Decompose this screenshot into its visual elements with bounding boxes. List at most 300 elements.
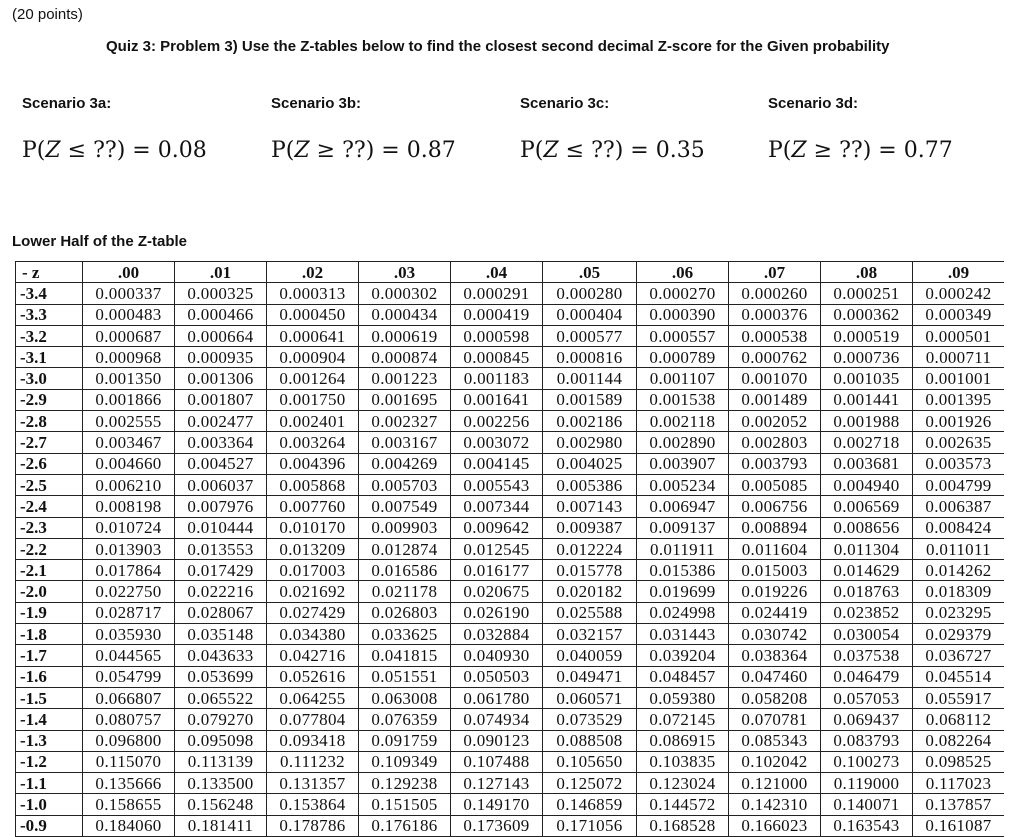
probability-cell: 0.007549 (359, 496, 451, 517)
probability-cell: 0.000968 (83, 347, 175, 368)
probability-cell: 0.074934 (451, 709, 543, 730)
probability-cell: 0.003573 (913, 453, 1005, 474)
points-label: (20 points) (12, 6, 83, 23)
probability-cell: 0.028067 (175, 602, 267, 623)
probability-cell: 0.002401 (267, 411, 359, 432)
probability-cell: 0.048457 (637, 666, 729, 687)
probability-cell: 0.015386 (637, 560, 729, 581)
probability-cell: 0.156248 (175, 794, 267, 815)
probability-cell: 0.000434 (359, 304, 451, 325)
probability-cell: 0.007344 (451, 496, 543, 517)
probability-cell: 0.017003 (267, 560, 359, 581)
z-value-cell: -1.3 (16, 730, 83, 751)
probability-cell: 0.015778 (543, 560, 637, 581)
probability-cell: 0.053699 (175, 666, 267, 687)
probability-cell: 0.173609 (451, 815, 543, 836)
probability-cell: 0.009903 (359, 517, 451, 538)
probability-cell: 0.119000 (821, 773, 913, 794)
probability-cell: 0.068112 (913, 709, 1005, 730)
probability-cell: 0.024998 (637, 602, 729, 623)
probability-cell: 0.076359 (359, 709, 451, 730)
probability-cell: 0.060571 (543, 687, 637, 708)
probability-cell: 0.035148 (175, 624, 267, 645)
probability-cell: 0.000641 (267, 325, 359, 346)
probability-cell: 0.027429 (267, 602, 359, 623)
probability-cell: 0.028717 (83, 602, 175, 623)
probability-cell: 0.020182 (543, 581, 637, 602)
probability-cell: 0.009387 (543, 517, 637, 538)
probability-cell: 0.184060 (83, 815, 175, 836)
probability-cell: 0.065522 (175, 687, 267, 708)
probability-cell: 0.026803 (359, 602, 451, 623)
probability-cell: 0.006569 (821, 496, 913, 517)
probability-cell: 0.181411 (175, 815, 267, 836)
probability-cell: 0.000404 (543, 304, 637, 325)
decimal-column-header: .08 (821, 262, 913, 283)
table-row (16, 304, 1005, 325)
probability-cell: 0.001144 (543, 368, 637, 389)
probability-cell: 0.121000 (729, 773, 821, 794)
probability-cell: 0.000619 (359, 325, 451, 346)
table-row (16, 730, 1005, 751)
probability-cell: 0.008198 (83, 496, 175, 517)
probability-cell: 0.026190 (451, 602, 543, 623)
decimal-column-header: .07 (729, 262, 821, 283)
probability-cell: 0.007760 (267, 496, 359, 517)
probability-cell: 0.000687 (83, 325, 175, 346)
probability-cell: 0.001264 (267, 368, 359, 389)
probability-cell: 0.149170 (451, 794, 543, 815)
probability-cell: 0.109349 (359, 751, 451, 772)
probability-cell: 0.021178 (359, 581, 451, 602)
probability-cell: 0.002186 (543, 411, 637, 432)
probability-cell: 0.003264 (267, 432, 359, 453)
probability-cell: 0.012224 (543, 538, 637, 559)
table-row (16, 538, 1005, 559)
probability-cell: 0.002555 (83, 411, 175, 432)
z-value-cell: -1.1 (16, 773, 83, 794)
probability-cell: 0.000280 (543, 283, 637, 304)
probability-cell: 0.000501 (913, 325, 1005, 346)
probability-cell: 0.011911 (637, 538, 729, 559)
probability-cell: 0.107488 (451, 751, 543, 772)
probability-cell: 0.151505 (359, 794, 451, 815)
probability-cell: 0.000736 (821, 347, 913, 368)
probability-cell: 0.073529 (543, 709, 637, 730)
z-value-cell: -1.4 (16, 709, 83, 730)
probability-cell: 0.002718 (821, 432, 913, 453)
probability-cell: 0.023852 (821, 602, 913, 623)
probability-cell: 0.036727 (913, 645, 1005, 666)
probability-cell: 0.031443 (637, 624, 729, 645)
probability-cell: 0.000313 (267, 283, 359, 304)
probability-cell: 0.000302 (359, 283, 451, 304)
probability-cell: 0.064255 (267, 687, 359, 708)
probability-cell: 0.011011 (913, 538, 1005, 559)
z-value-cell: -2.0 (16, 581, 83, 602)
probability-cell: 0.002327 (359, 411, 451, 432)
scenario-3d-label: Scenario 3d: (768, 95, 859, 112)
probability-cell: 0.000789 (637, 347, 729, 368)
probability-cell: 0.000390 (637, 304, 729, 325)
table-row (16, 687, 1005, 708)
probability-cell: 0.004660 (83, 453, 175, 474)
probability-cell: 0.090123 (451, 730, 543, 751)
probability-cell: 0.005085 (729, 474, 821, 495)
probability-cell: 0.035930 (83, 624, 175, 645)
probability-cell: 0.002980 (543, 432, 637, 453)
probability-cell: 0.010170 (267, 517, 359, 538)
decimal-column-header: .02 (267, 262, 359, 283)
decimal-column-header: .09 (913, 262, 1005, 283)
probability-cell: 0.115070 (83, 751, 175, 772)
probability-cell: 0.022750 (83, 581, 175, 602)
z-value-cell: -1.0 (16, 794, 83, 815)
probability-cell: 0.091759 (359, 730, 451, 751)
table-row (16, 666, 1005, 687)
probability-cell: 0.006037 (175, 474, 267, 495)
probability-cell: 0.000557 (637, 325, 729, 346)
table-row (16, 773, 1005, 794)
probability-cell: 0.040059 (543, 645, 637, 666)
probability-cell: 0.008656 (821, 517, 913, 538)
z-value-cell: -2.5 (16, 474, 83, 495)
probability-cell: 0.004145 (451, 453, 543, 474)
scenario-3a-label: Scenario 3a: (22, 95, 112, 112)
probability-cell: 0.037538 (821, 645, 913, 666)
probability-cell: 0.161087 (913, 815, 1005, 836)
probability-cell: 0.000419 (451, 304, 543, 325)
probability-cell: 0.000251 (821, 283, 913, 304)
z-value-cell: -0.9 (16, 815, 83, 836)
table-row (16, 815, 1005, 836)
probability-cell: 0.007143 (543, 496, 637, 517)
probability-cell: 0.001223 (359, 368, 451, 389)
probability-cell: 0.000466 (175, 304, 267, 325)
probability-cell: 0.006387 (913, 496, 1005, 517)
z-value-cell: -1.9 (16, 602, 83, 623)
probability-cell: 0.000337 (83, 283, 175, 304)
probability-cell: 0.034380 (267, 624, 359, 645)
probability-cell: 0.006947 (637, 496, 729, 517)
probability-cell: 0.000291 (451, 283, 543, 304)
probability-cell: 0.000242 (913, 283, 1005, 304)
probability-cell: 0.153864 (267, 794, 359, 815)
probability-cell: 0.019699 (637, 581, 729, 602)
table-row (16, 751, 1005, 772)
table-row (16, 453, 1005, 474)
scenario-3c-expression: P(Z ≤ ??) = 0.35 (520, 138, 705, 163)
probability-cell: 0.011604 (729, 538, 821, 559)
probability-cell: 0.006210 (83, 474, 175, 495)
probability-cell: 0.030742 (729, 624, 821, 645)
problem-title: Quiz 3: Problem 3) Use the Z-tables below to find the closest second decimal Z-score for the Given probability (106, 38, 890, 55)
probability-cell: 0.043633 (175, 645, 267, 666)
decimal-column-header: .06 (637, 262, 729, 283)
z-value-cell: -1.6 (16, 666, 83, 687)
probability-cell: 0.046479 (821, 666, 913, 687)
z-value-cell: -2.2 (16, 538, 83, 559)
probability-cell: 0.003167 (359, 432, 451, 453)
probability-cell: 0.000935 (175, 347, 267, 368)
probability-cell: 0.055917 (913, 687, 1005, 708)
z-value-cell: -2.1 (16, 560, 83, 581)
probability-cell: 0.002803 (729, 432, 821, 453)
probability-cell: 0.001641 (451, 389, 543, 410)
probability-cell: 0.063008 (359, 687, 451, 708)
probability-cell: 0.085343 (729, 730, 821, 751)
probability-cell: 0.045514 (913, 666, 1005, 687)
table-row (16, 602, 1005, 623)
probability-cell: 0.093418 (267, 730, 359, 751)
probability-cell: 0.178786 (267, 815, 359, 836)
probability-cell: 0.000325 (175, 283, 267, 304)
probability-cell: 0.004269 (359, 453, 451, 474)
probability-cell: 0.083793 (821, 730, 913, 751)
table-row (16, 347, 1005, 368)
probability-cell: 0.000874 (359, 347, 451, 368)
probability-cell: 0.009642 (451, 517, 543, 538)
z-value-cell: -2.7 (16, 432, 83, 453)
decimal-column-header: .00 (83, 262, 175, 283)
probability-cell: 0.019226 (729, 581, 821, 602)
probability-cell: 0.103835 (637, 751, 729, 772)
probability-cell: 0.033625 (359, 624, 451, 645)
probability-cell: 0.125072 (543, 773, 637, 794)
probability-cell: 0.117023 (913, 773, 1005, 794)
probability-cell: 0.004799 (913, 474, 1005, 495)
probability-cell: 0.133500 (175, 773, 267, 794)
probability-cell: 0.080757 (83, 709, 175, 730)
probability-cell: 0.001489 (729, 389, 821, 410)
probability-cell: 0.000376 (729, 304, 821, 325)
probability-cell: 0.030054 (821, 624, 913, 645)
probability-cell: 0.052616 (267, 666, 359, 687)
decimal-column-header: .03 (359, 262, 451, 283)
probability-cell: 0.004396 (267, 453, 359, 474)
probability-cell: 0.000538 (729, 325, 821, 346)
ztable-header-row (16, 262, 1005, 283)
probability-cell: 0.082264 (913, 730, 1005, 751)
probability-cell: 0.004940 (821, 474, 913, 495)
probability-cell: 0.001441 (821, 389, 913, 410)
probability-cell: 0.059380 (637, 687, 729, 708)
probability-cell: 0.066807 (83, 687, 175, 708)
probability-cell: 0.000711 (913, 347, 1005, 368)
probability-cell: 0.003364 (175, 432, 267, 453)
ztable-title: Lower Half of the Z-table (12, 233, 188, 250)
probability-cell: 0.003681 (821, 453, 913, 474)
probability-cell: 0.001070 (729, 368, 821, 389)
probability-cell: 0.000762 (729, 347, 821, 368)
probability-cell: 0.002477 (175, 411, 267, 432)
probability-cell: 0.004025 (543, 453, 637, 474)
z-value-cell: -3.1 (16, 347, 83, 368)
probability-cell: 0.001926 (913, 411, 1005, 432)
probability-cell: 0.000483 (83, 304, 175, 325)
probability-cell: 0.140071 (821, 794, 913, 815)
probability-cell: 0.069437 (821, 709, 913, 730)
probability-cell: 0.102042 (729, 751, 821, 772)
decimal-column-header: .05 (543, 262, 637, 283)
table-row (16, 411, 1005, 432)
probability-cell: 0.012874 (359, 538, 451, 559)
probability-cell: 0.000260 (729, 283, 821, 304)
probability-cell: 0.168528 (637, 815, 729, 836)
probability-cell: 0.016177 (451, 560, 543, 581)
probability-cell: 0.010724 (83, 517, 175, 538)
probability-cell: 0.163543 (821, 815, 913, 836)
probability-cell: 0.095098 (175, 730, 267, 751)
probability-cell: 0.003793 (729, 453, 821, 474)
probability-cell: 0.014629 (821, 560, 913, 581)
probability-cell: 0.003072 (451, 432, 543, 453)
table-row (16, 794, 1005, 815)
probability-cell: 0.105650 (543, 751, 637, 772)
probability-cell: 0.088508 (543, 730, 637, 751)
probability-cell: 0.013553 (175, 538, 267, 559)
probability-cell: 0.014262 (913, 560, 1005, 581)
probability-cell: 0.000362 (821, 304, 913, 325)
z-value-cell: -2.9 (16, 389, 83, 410)
probability-cell: 0.051551 (359, 666, 451, 687)
probability-cell: 0.050503 (451, 666, 543, 687)
probability-cell: 0.000270 (637, 283, 729, 304)
probability-cell: 0.038364 (729, 645, 821, 666)
probability-cell: 0.001107 (637, 368, 729, 389)
probability-cell: 0.002052 (729, 411, 821, 432)
probability-cell: 0.123024 (637, 773, 729, 794)
probability-cell: 0.009137 (637, 517, 729, 538)
decimal-column-header: .01 (175, 262, 267, 283)
probability-cell: 0.005386 (543, 474, 637, 495)
probability-cell: 0.001807 (175, 389, 267, 410)
z-value-cell: -1.8 (16, 624, 83, 645)
probability-cell: 0.012545 (451, 538, 543, 559)
probability-cell: 0.158655 (83, 794, 175, 815)
probability-cell: 0.176186 (359, 815, 451, 836)
probability-cell: 0.072145 (637, 709, 729, 730)
probability-cell: 0.001589 (543, 389, 637, 410)
z-column-header: - z (16, 262, 83, 283)
probability-cell: 0.086915 (637, 730, 729, 751)
probability-cell: 0.131357 (267, 773, 359, 794)
probability-cell: 0.017864 (83, 560, 175, 581)
scenario-3b-expression: P(Z ≥ ??) = 0.87 (271, 138, 456, 163)
probability-cell: 0.001750 (267, 389, 359, 410)
probability-cell: 0.098525 (913, 751, 1005, 772)
probability-cell: 0.001866 (83, 389, 175, 410)
z-value-cell: -2.3 (16, 517, 83, 538)
probability-cell: 0.003467 (83, 432, 175, 453)
z-value-cell: -3.3 (16, 304, 83, 325)
probability-cell: 0.070781 (729, 709, 821, 730)
probability-cell: 0.024419 (729, 602, 821, 623)
decimal-column-header: .04 (451, 262, 543, 283)
probability-cell: 0.007976 (175, 496, 267, 517)
probability-cell: 0.025588 (543, 602, 637, 623)
probability-cell: 0.166023 (729, 815, 821, 836)
probability-cell: 0.077804 (267, 709, 359, 730)
probability-cell: 0.018309 (913, 581, 1005, 602)
probability-cell: 0.023295 (913, 602, 1005, 623)
probability-cell: 0.040930 (451, 645, 543, 666)
z-value-cell: -2.6 (16, 453, 83, 474)
probability-cell: 0.032884 (451, 624, 543, 645)
probability-cell: 0.000904 (267, 347, 359, 368)
probability-cell: 0.144572 (637, 794, 729, 815)
table-row (16, 432, 1005, 453)
probability-cell: 0.010444 (175, 517, 267, 538)
probability-cell: 0.000598 (451, 325, 543, 346)
table-row (16, 709, 1005, 730)
probability-cell: 0.000577 (543, 325, 637, 346)
probability-cell: 0.013903 (83, 538, 175, 559)
probability-cell: 0.008894 (729, 517, 821, 538)
z-value-cell: -1.7 (16, 645, 83, 666)
table-row (16, 517, 1005, 538)
probability-cell: 0.129238 (359, 773, 451, 794)
probability-cell: 0.000450 (267, 304, 359, 325)
table-row (16, 368, 1005, 389)
probability-cell: 0.015003 (729, 560, 821, 581)
probability-cell: 0.000519 (821, 325, 913, 346)
z-value-cell: -3.2 (16, 325, 83, 346)
table-row (16, 560, 1005, 581)
probability-cell: 0.022216 (175, 581, 267, 602)
probability-cell: 0.001035 (821, 368, 913, 389)
table-row (16, 283, 1005, 304)
probability-cell: 0.032157 (543, 624, 637, 645)
scenario-3b-label: Scenario 3b: (271, 95, 362, 112)
probability-cell: 0.013209 (267, 538, 359, 559)
probability-cell: 0.000845 (451, 347, 543, 368)
probability-cell: 0.044565 (83, 645, 175, 666)
z-value-cell: -3.4 (16, 283, 83, 304)
probability-cell: 0.002256 (451, 411, 543, 432)
table-row (16, 389, 1005, 410)
probability-cell: 0.002635 (913, 432, 1005, 453)
probability-cell: 0.127143 (451, 773, 543, 794)
probability-cell: 0.001538 (637, 389, 729, 410)
z-value-cell: -1.2 (16, 751, 83, 772)
z-value-cell: -3.0 (16, 368, 83, 389)
table-row (16, 474, 1005, 495)
probability-cell: 0.001695 (359, 389, 451, 410)
probability-cell: 0.137857 (913, 794, 1005, 815)
probability-cell: 0.096800 (83, 730, 175, 751)
probability-cell: 0.001001 (913, 368, 1005, 389)
probability-cell: 0.018763 (821, 581, 913, 602)
z-table (15, 261, 1004, 837)
probability-cell: 0.003907 (637, 453, 729, 474)
probability-cell: 0.005543 (451, 474, 543, 495)
probability-cell: 0.011304 (821, 538, 913, 559)
probability-cell: 0.000349 (913, 304, 1005, 325)
table-row (16, 581, 1005, 602)
probability-cell: 0.000664 (175, 325, 267, 346)
probability-cell: 0.047460 (729, 666, 821, 687)
probability-cell: 0.079270 (175, 709, 267, 730)
probability-cell: 0.002118 (637, 411, 729, 432)
probability-cell: 0.020675 (451, 581, 543, 602)
probability-cell: 0.049471 (543, 666, 637, 687)
probability-cell: 0.008424 (913, 517, 1005, 538)
probability-cell: 0.006756 (729, 496, 821, 517)
probability-cell: 0.005868 (267, 474, 359, 495)
probability-cell: 0.039204 (637, 645, 729, 666)
probability-cell: 0.058208 (729, 687, 821, 708)
